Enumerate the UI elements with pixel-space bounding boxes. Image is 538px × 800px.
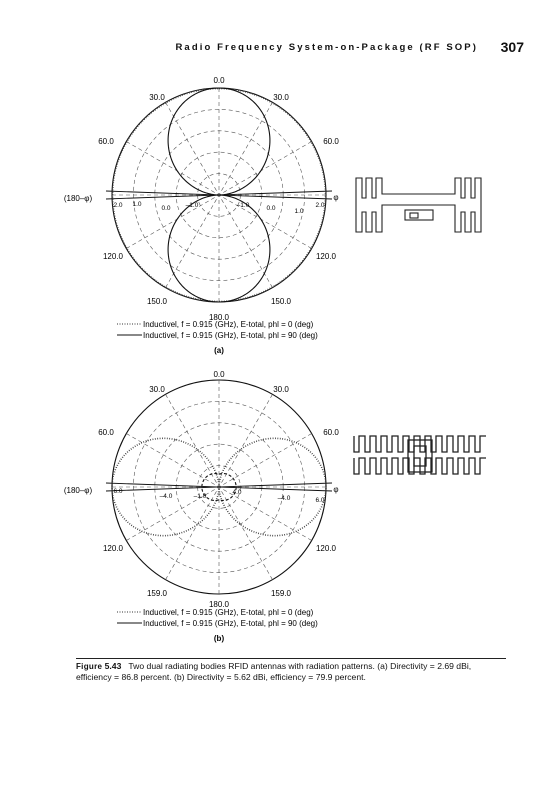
angle-label-159-right-b: 159.0	[270, 589, 292, 598]
angle-label-120-right-a: 120.0	[315, 252, 337, 261]
radial-tick-b-r0: 4.0	[232, 489, 242, 496]
radial-tick-b-l2: –1.0	[193, 493, 207, 500]
antenna-schematic-a	[356, 178, 481, 232]
caption-label: Figure	[76, 662, 103, 671]
phi-label-right-b: φ	[333, 485, 339, 494]
radial-tick-a-r1: 0.0	[266, 205, 276, 212]
legend-dotted-text-a: Inductivel, f = 0.915 (GHz), E-total, phl = 0 (deg)	[143, 320, 314, 329]
legend-solid-text-b: Inductivel, f = 0.915 (GHz), E-total, phl = 90 (deg)	[143, 619, 318, 628]
angle-label-120-left-a: 120.0	[102, 252, 124, 261]
angle-label-30-right-b: 30.0	[273, 385, 289, 394]
angle-label-150-left-a: 150.0	[146, 297, 168, 306]
page-number: 307	[500, 39, 524, 55]
polar-plot-a	[64, 76, 481, 355]
angle-label-top-b: 0.0	[213, 370, 225, 379]
angle-label-120-right-b: 120.0	[315, 544, 337, 553]
phi-label-right-a: φ	[333, 193, 339, 202]
angle-label-30-left-a: 30.0	[149, 93, 165, 102]
angle-label-top-a: 0.0	[213, 76, 225, 85]
angle-label-180-b: 180.0	[208, 600, 230, 609]
angle-label-150-right-a: 150.0	[270, 297, 292, 306]
angle-label-159-left-b: 159.0	[146, 589, 168, 598]
caption-text: Two dual radiating bodies RFID antennas with radiation patterns. (a) Directivity = 2.69 dBi, efficiency = 86.8 percent. (b) Directivity = 5.62 dBi, efficiency = 79.9 percent.	[76, 661, 472, 682]
angle-label-30-left-b: 30.0	[149, 385, 165, 394]
feed-gap	[410, 213, 418, 218]
angle-label-180-a: 180.0	[208, 313, 230, 322]
meander-top	[356, 178, 481, 209]
radial-tick-a-l0: 2.0	[113, 202, 123, 209]
radial-tick-b-r2: 6.0	[315, 497, 325, 504]
radial-tick-a-l1: 1.0	[132, 201, 142, 208]
sublabel-b: (b)	[213, 634, 225, 643]
angle-label-30-right-a: 30.0	[273, 93, 289, 102]
angle-label-120-left-b: 120.0	[102, 544, 124, 553]
sublabel-a: (a)	[214, 346, 224, 355]
radial-tick-a-l2: 0.0	[161, 205, 171, 212]
angle-label-60-left-b: 60.0	[98, 428, 114, 437]
antenna-schematic-b	[354, 436, 486, 474]
angle-label-60-left-a: 60.0	[98, 137, 114, 146]
legend-solid-text-a: Inductivel, f = 0.915 (GHz), E-total, phl = 90 (deg)	[143, 331, 318, 340]
comb-top	[354, 436, 486, 452]
phi-label-left-a: (180–φ)	[63, 194, 93, 203]
radial-tick-b-l1: –4.0	[159, 493, 173, 500]
legend-dotted-text-b: Inductivel, f = 0.915 (GHz), E-total, phl = 0 (deg)	[143, 608, 314, 617]
polar-plot-b	[64, 370, 486, 643]
caption-number: 5.43	[104, 661, 122, 671]
radial-tick-a-r0: –1.0	[236, 202, 250, 209]
running-title: Radio Frequency System-on-Package (RF SOP)	[175, 42, 478, 53]
phi-label-left-b: (180–φ)	[63, 486, 93, 495]
radial-tick-a-r3: 2.0	[315, 202, 325, 209]
radial-tick-a-l3: –1.0	[185, 202, 199, 209]
radial-tick-a-r2: 1.0	[294, 208, 304, 215]
feed-loop	[405, 210, 433, 220]
angle-label-60-right-a: 60.0	[323, 137, 339, 146]
angle-label-60-right-b: 60.0	[323, 428, 339, 437]
radial-tick-b-r1: –4.0	[277, 495, 291, 502]
radial-tick-b-l0: 6.0	[113, 488, 123, 495]
figure-caption	[76, 658, 506, 683]
